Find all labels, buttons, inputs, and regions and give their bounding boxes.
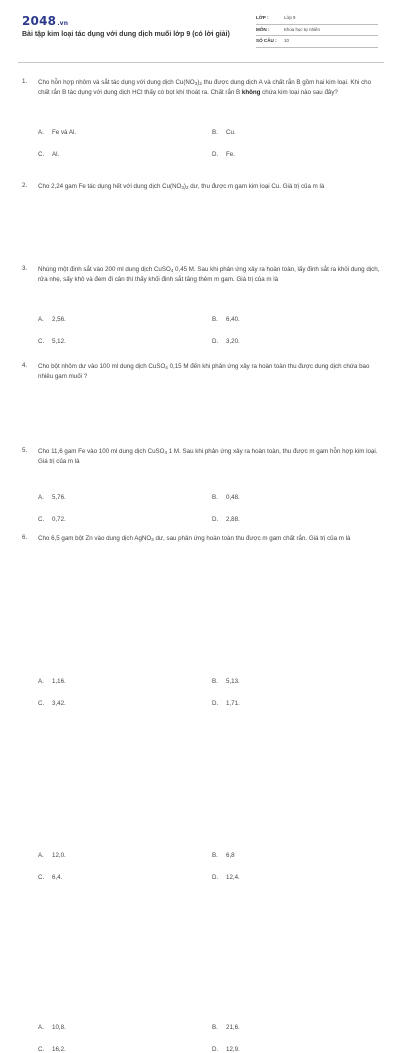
answer-option-d[interactable] [212,874,240,881]
option-letter: D. [212,700,219,707]
option-text: 2,56. [52,316,66,323]
option-text: 10,8. [52,1024,66,1031]
option-letter: C. [38,338,45,345]
question-text: Cho 2,24 gam Fe tác dụng hết với dung dịch $Cu(NO_3)_2$ dư, thu được m gam kim loại Cu. Giá trị của m là [38,183,325,190]
option-text: 6,4. [52,874,63,881]
answer-option-b[interactable] [212,678,240,685]
answer-option-c[interactable] [38,516,66,523]
answer-option-d[interactable] [212,338,240,345]
answer-option-c[interactable] [38,874,62,881]
option-letter: D. [212,151,219,158]
option-text: 0,48. [226,494,240,501]
option-text: 1,71. [226,700,240,707]
question-number: 5. [22,447,28,454]
option-text: 1,16. [52,678,66,685]
option-letter: B. [212,678,218,685]
question-number: 2. [22,182,28,189]
option-letter: A. [38,852,44,859]
question-number: 1. [22,78,28,85]
site-logo[interactable] [22,14,68,28]
meta-value: Lớp 9 [284,15,296,21]
option-letter: D. [212,338,219,345]
option-letter: C. [38,151,45,158]
question-text: Cho 11,6 gam Fe vào 100 ml dung dịch CuSO$_4$ 1 M. Sau khi phản ứng xảy ra hoàn toàn, thu được m gam hỗn hợp kim loại. Giá trị của m là [38,448,378,465]
meta-label: LỚP : [256,15,269,20]
option-text: 5,76. [52,494,66,501]
option-letter: D. [212,516,219,523]
answer-option-b[interactable] [212,316,240,323]
meta-table [256,13,378,48]
meta-row-count [256,36,378,48]
option-letter: B. [212,316,218,323]
option-letter: A. [38,316,44,323]
option-letter: D. [212,1046,219,1053]
answer-option-a[interactable] [38,1024,66,1031]
answer-option-a[interactable] [38,316,66,323]
meta-row-subject [256,25,378,37]
option-letter: A. [38,129,44,136]
answer-option-c[interactable] [38,151,59,158]
option-text: 3,42. [52,700,66,707]
answer-option-b[interactable] [212,494,240,501]
option-text: 6,8 [226,852,235,859]
meta-value: 10 [284,38,289,44]
logo-text: 2048 [22,14,57,28]
option-letter: B. [212,494,218,501]
option-text: 3,20. [226,338,240,345]
option-text: Fe và Al. [52,129,77,136]
option-letter: B. [212,1024,218,1031]
question-text: Cho 6,5 gam bột Zn vào dung dịch AgNO$_3$ dư, sau phản ứng hoàn toàn thu được m gam chất rắn. Giá trị của m là [38,535,351,542]
answer-option-a[interactable] [38,852,66,859]
meta-value: Khoa học tự nhiên [284,26,320,32]
question-number: 4. [22,362,28,369]
answer-option-b[interactable] [212,129,236,136]
answer-option-b[interactable] [212,1024,240,1031]
answer-option-b[interactable] [212,852,235,859]
option-text: Fe. [226,151,235,158]
option-text: 21,6. [226,1024,240,1031]
meta-label: MÔN : [256,26,270,32]
answer-option-c[interactable] [38,1046,66,1053]
answer-option-a[interactable] [38,494,66,501]
question-text: Cho bột nhôm dư vào 100 ml dung dịch CuSO$_4$ 0,15 M đến khi phản ứng xảy ra hoàn toàn thu được dung dịch chứa bao nhiêu gam muối ? [38,363,370,380]
answer-option-a[interactable] [38,129,76,136]
question-number: 6. [22,534,28,541]
answer-option-d[interactable] [212,700,240,707]
document-title: Bài tập kim loại tác dụng với dung dịch muối lớp 9 (có lời giải) [22,31,230,38]
option-letter: C. [38,700,45,707]
option-letter: C. [38,516,45,523]
option-letter: A. [38,1024,44,1031]
option-text: 16,2. [52,1046,66,1053]
option-text: Al. [52,151,60,158]
option-text: 5,13. [226,678,240,685]
option-letter: C. [38,874,45,881]
meta-label: SỐ CÂU : [256,38,277,43]
question-text: Cho hỗn hợp nhôm và sắt tác dụng với dung dịch $Cu(NO_3)_2$ thu được dung dịch A và chất rắn B gồm hai kim loại. Khi cho chất rắn B tác dụng với dung dịch HCl thấy có bọt khí thoát ra. Chất rắn B không chứa kim loại nào sau đây? [38,79,372,96]
answer-option-c[interactable] [38,338,66,345]
option-letter: A. [38,678,44,685]
meta-row-grade [256,13,378,25]
answer-option-d[interactable] [212,516,240,523]
option-letter: B. [212,129,218,136]
header-divider [18,62,384,63]
option-text: 0,72. [52,516,66,523]
option-letter: A. [38,494,44,501]
option-text: 12,0. [52,852,66,859]
page-header [0,0,400,62]
logo-suffix: .vn [57,20,69,27]
option-text: 6,40. [226,316,240,323]
question-number: 3. [22,265,28,272]
option-letter: D. [212,874,219,881]
option-letter: C. [38,1046,45,1053]
option-text: 5,12. [52,338,66,345]
option-text: 2,88. [226,516,240,523]
answer-option-a[interactable] [38,678,66,685]
option-text: 12,4. [226,874,240,881]
option-letter: B. [212,852,218,859]
answer-option-d[interactable] [212,1046,240,1053]
answer-option-d[interactable] [212,151,235,158]
option-text: 12,9. [226,1046,240,1053]
option-text: Cu. [226,129,236,136]
question-text: Nhúng một đinh sắt vào 200 ml dung dịch CuSO$_4$ 0,45 M. Sau khi phản ứng xảy ra hoàn toàn, lấy đinh sắt ra khỏi dung dịch, rửa nhẹ, sấy khô và đem đi cân thì thấy khối đinh sắt tăng thêm m gam. Giá trị của m là [38,266,380,283]
answer-option-c[interactable] [38,700,66,707]
